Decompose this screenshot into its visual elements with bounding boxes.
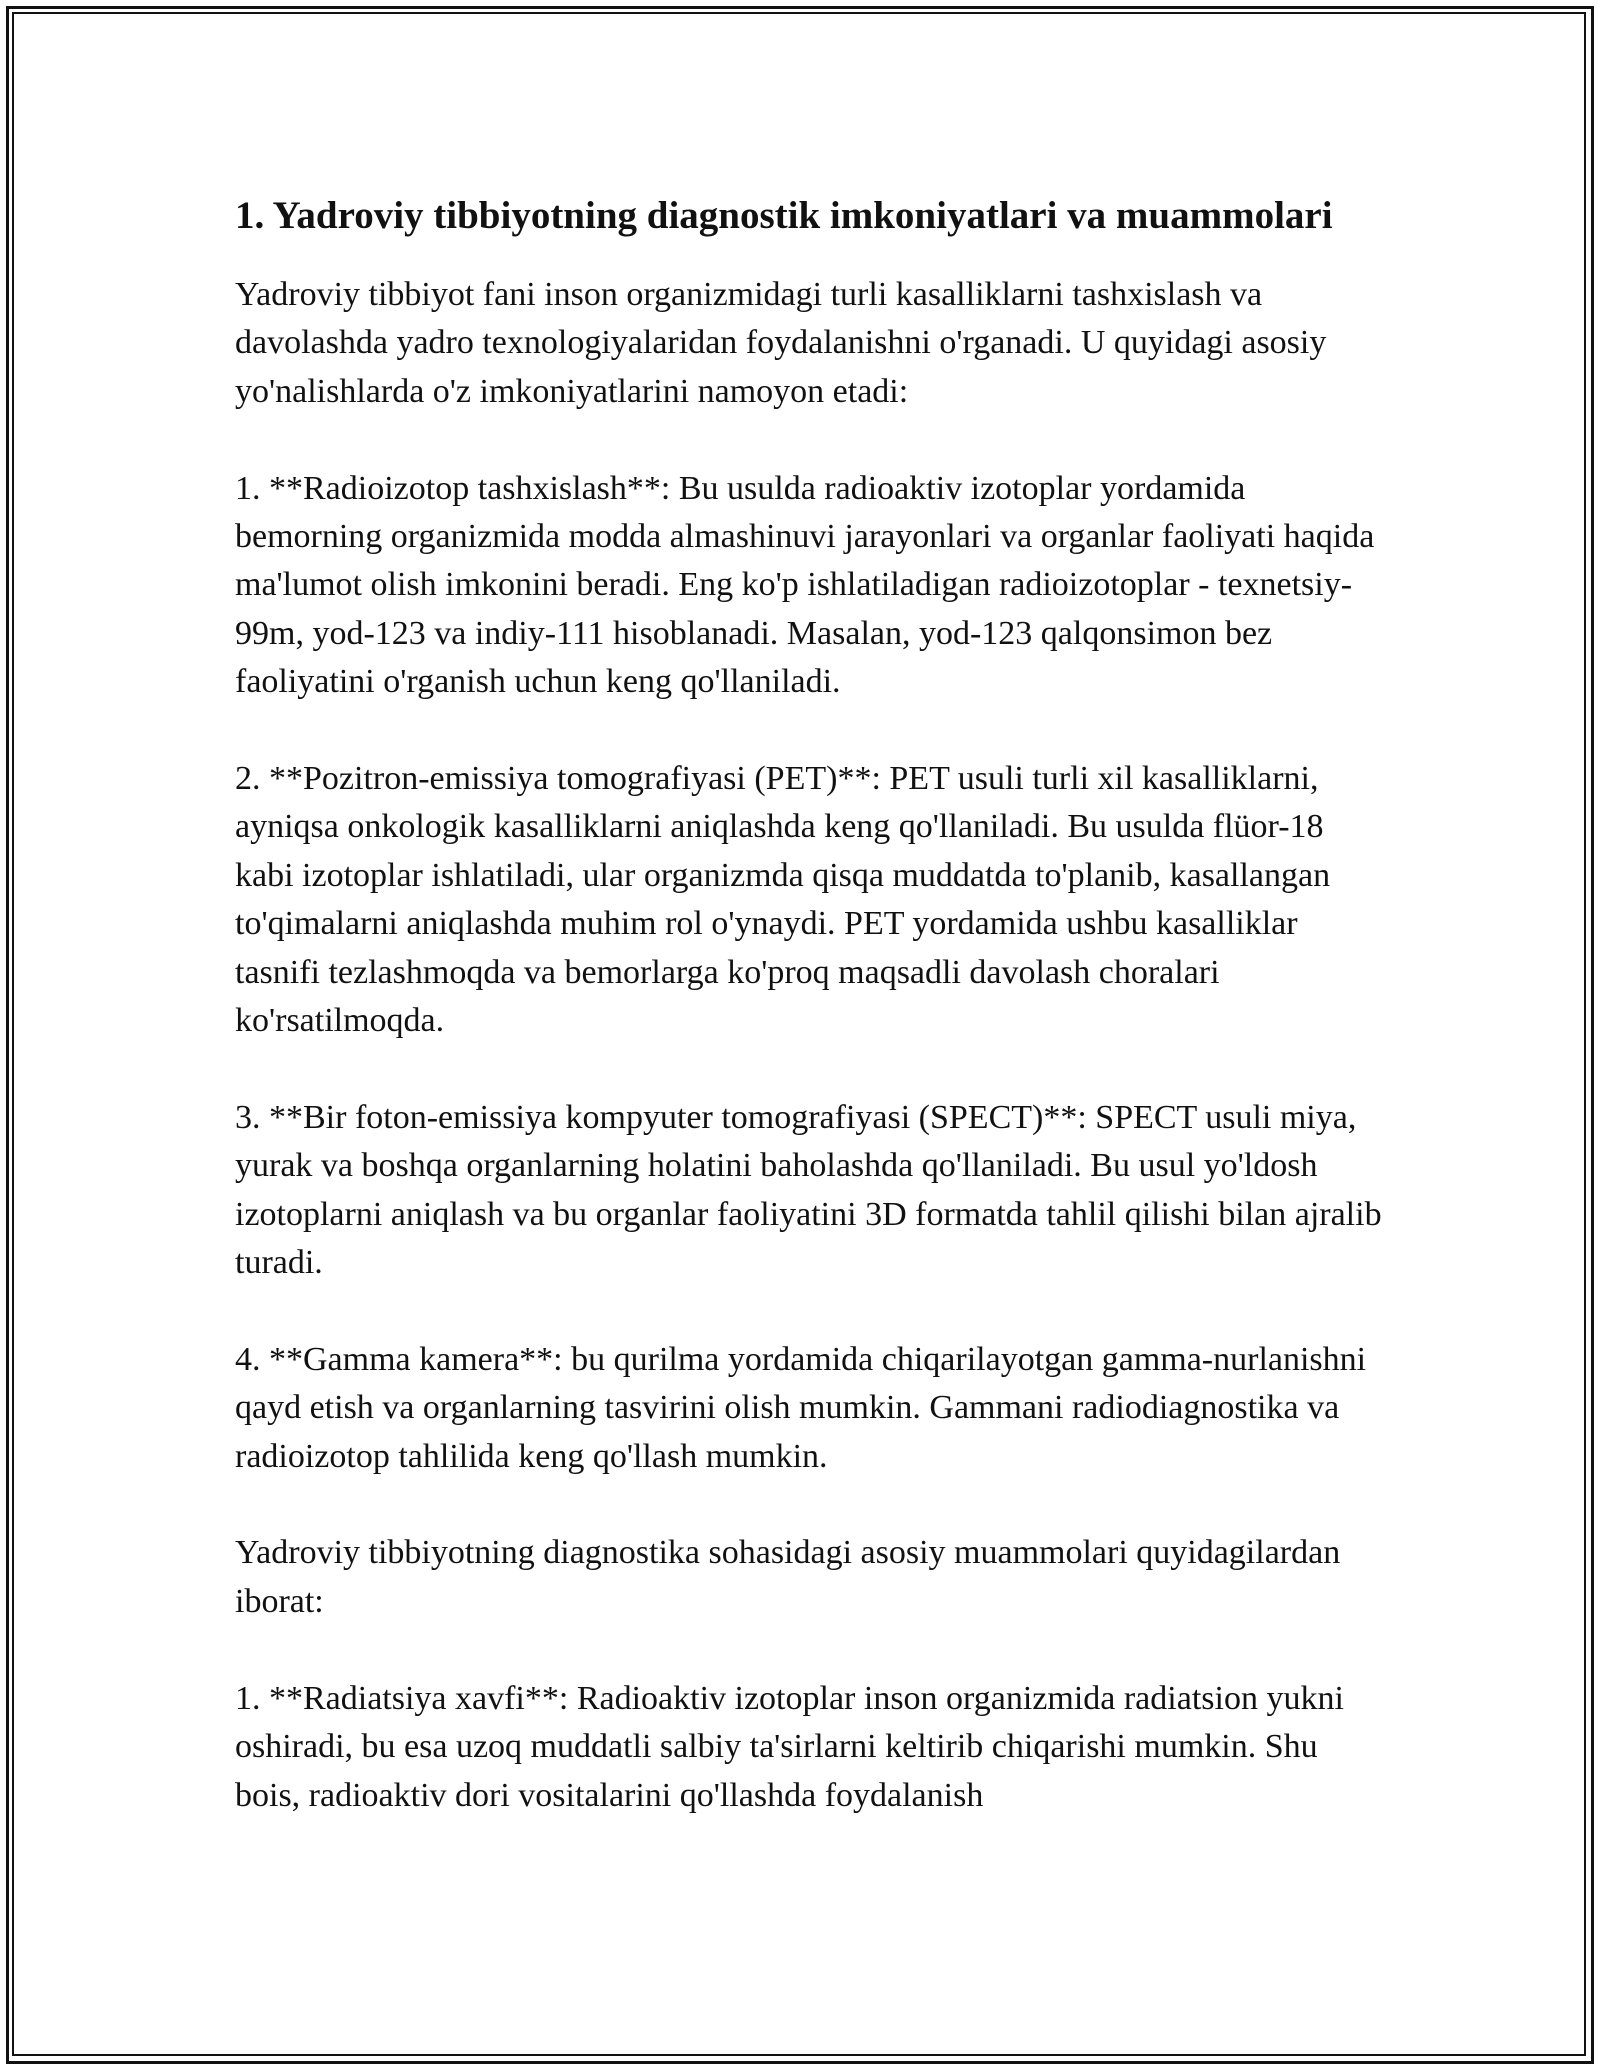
list-item-spect: 3. **Bir foton-emissiya kompyuter tomografiyasi (SPECT)**: SPECT usuli miya, yurak va boshqa organlarning holatini baholashda qo'llaniladi. Bu usul yo'ldosh izotoplarni aniqlash va bu organlar faoliyatini 3D formatda tahlil qilishi bilan ajralib turadi. <box>235 1098 1382 1282</box>
list-item-radioisotope-diagnosis: 1. **Radioizotop tashxislash**: Bu usulda radioaktiv izotoplar yordamida bemorning organizmida modda almashinuvi jarayonlari va organlar faoliyati haqida ma'lumot olish imkonini beradi. Eng ko'p ishlatiladigan radioizotoplar - texnetsiy-99m, yod-123 va indiy-111 hisoblanadi. Masalan, yod-123 qalqonsimon bez faoliyatini o'rganish uchun keng qo'llaniladi. <box>235 469 1375 701</box>
list-item-gamma-camera: 4. **Gamma kamera**: bu qurilma yordamida chiqarilayotgan gamma-nurlanishni qayd etish va organlarning tasvirini olish mumkin. Gammani radiodiagnostika va radioizotop tahlilida keng qo'llash mumkin. <box>235 1340 1367 1475</box>
list-item-radiation-risk: 1. **Radiatsiya xavfi**: Radioaktiv izotoplar inson organizmida radiatsion yukni oshiradi, bu esa uzoq muddatli salbiy ta'sirlarni keltirib chiqarishi mumkin. Shu bois, radioaktiv dori vositalarini qo'llashda foydalanish <box>235 1679 1344 1814</box>
list-item-pet: 2. **Pozitron-emissiya tomografiyasi (PET)**: PET usuli turli xil kasalliklarni, ayniqsa onkologik kasalliklarni aniqlashda keng qo'llaniladi. Bu usulda flüor-18 kabi izotoplar ishlatiladi, ular organizmda qisqa muddatda to'planib, kasallangan to'qimalarni aniqlashda muhim rol o'ynaydi. PET yordamida ushbu kasalliklar tasnifi tezlashmoqda va bemorlarga ko'proq maqsadli davolash choralari ko'rsatilmoqda. <box>235 760 1331 1040</box>
problems-intro-paragraph: Yadroviy tibbiyotning diagnostika sohasidagi asosiy muammolari quyidagilardan iborat: <box>235 1534 1341 1620</box>
document-body <box>235 188 1385 1868</box>
section-heading: 1. Yadroviy tibbiyotning diagnostik imkoniyatlari va muammolari <box>235 194 1333 237</box>
intro-paragraph: Yadroviy tibbiyot fani inson organizmidagi turli kasalliklarni tashxislash va davolashda yadro texnologiyalaridan foydalanishni o'rganadi. U quyidagi asosiy yo'nalishlarda o'z imkoniyatlarini namoyon etadi: <box>235 276 1327 410</box>
